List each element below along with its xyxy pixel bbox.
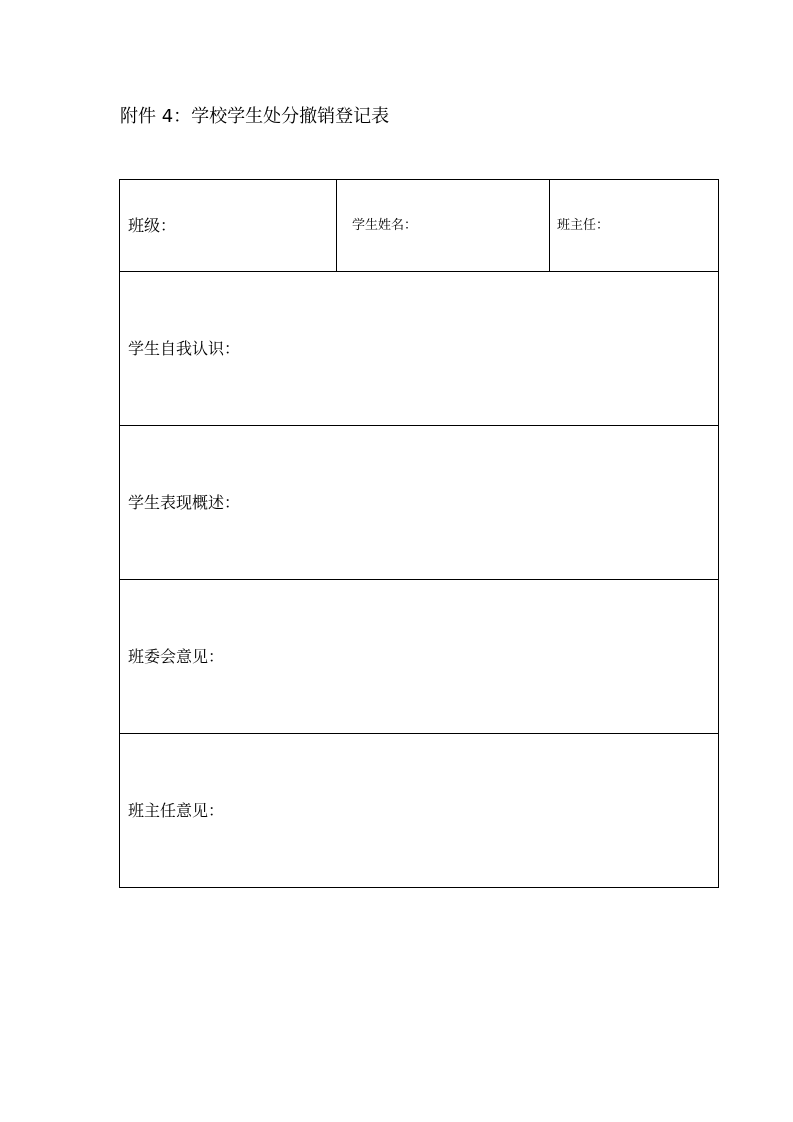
student-name-cell[interactable] [337, 180, 550, 272]
student-name-label: 学生姓名： [352, 217, 418, 233]
performance-summary-cell[interactable] [120, 426, 719, 580]
head-teacher-opinion-label: 班主任意见： [128, 800, 225, 820]
head-teacher-opinion-row [120, 734, 719, 888]
self-awareness-cell[interactable] [120, 272, 719, 426]
head-teacher-opinion-cell[interactable] [120, 734, 719, 888]
class-committee-opinion-cell[interactable] [120, 580, 719, 734]
page-title: 附件 4：学校学生处分撤销登记表 [120, 106, 390, 127]
self-awareness-label: 学生自我认识： [128, 338, 241, 358]
performance-summary-row [120, 426, 719, 580]
head-teacher-label: 班主任： [557, 217, 610, 233]
class-committee-opinion-label: 班委会意见： [128, 646, 225, 666]
class-label: 班级： [128, 215, 177, 235]
self-awareness-row [120, 272, 719, 426]
performance-summary-label: 学生表现概述： [128, 492, 241, 512]
head-teacher-cell[interactable] [550, 180, 719, 272]
class-cell[interactable] [120, 180, 337, 272]
form-header-row [120, 180, 719, 272]
class-committee-opinion-row [120, 580, 719, 734]
registration-form-table [119, 179, 719, 888]
